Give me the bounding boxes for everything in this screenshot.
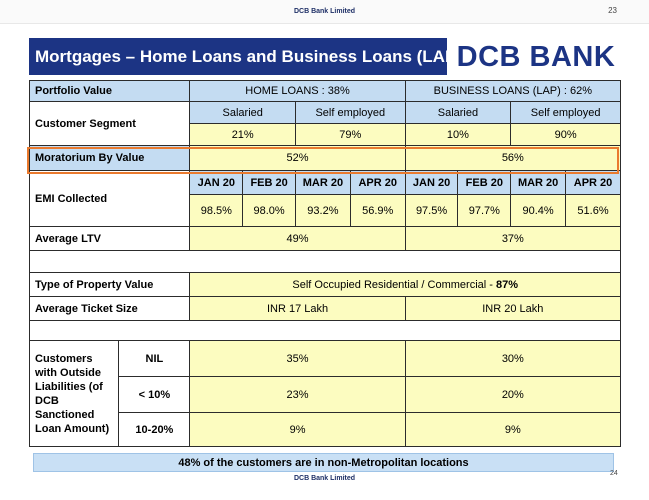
emi-month-header: JAN 20 — [190, 171, 243, 195]
table-row — [30, 377, 621, 413]
segment-value: 10% — [405, 124, 511, 146]
liability-business-value: 9% — [405, 413, 620, 447]
table-row — [30, 297, 621, 321]
segment-label: Customer Segment — [30, 102, 190, 146]
moratorium-home-value: 52% — [190, 146, 405, 171]
segment-value: 90% — [511, 124, 621, 146]
table-row — [30, 102, 621, 124]
liability-business-value: 20% — [405, 377, 620, 413]
segment-header: Self employed — [295, 102, 405, 124]
footer-page-number: 24 — [610, 470, 618, 477]
header-company-name: DCB Bank Limited — [293, 8, 356, 15]
portfolio-label: Portfolio Value — [30, 81, 190, 102]
table-row — [30, 146, 621, 171]
ltv-label: Average LTV — [30, 227, 190, 251]
emi-value: 98.5% — [190, 195, 243, 227]
ticket-home-value: INR 17 Lakh — [190, 297, 405, 321]
emi-month-header: APR 20 — [350, 171, 405, 195]
moratorium-business-value: 56% — [405, 146, 620, 171]
slide-title-bar — [29, 38, 462, 75]
emi-label: EMI Collected — [30, 171, 190, 227]
segment-value: 79% — [295, 124, 405, 146]
emi-value: 98.0% — [243, 195, 296, 227]
emi-value: 90.4% — [511, 195, 566, 227]
emi-value: 97.7% — [458, 195, 511, 227]
liability-home-value: 35% — [190, 341, 405, 377]
ticket-business-value: INR 20 Lakh — [405, 297, 620, 321]
table-row — [30, 273, 621, 297]
emi-month-header: FEB 20 — [458, 171, 511, 195]
emi-value: 97.5% — [405, 195, 458, 227]
home-loans-header: HOME LOANS : 38% — [190, 81, 405, 102]
segment-value: 21% — [190, 124, 296, 146]
property-label: Type of Property Value — [30, 273, 190, 297]
emi-month-header: APR 20 — [566, 171, 621, 195]
emi-month-header: MAR 20 — [295, 171, 350, 195]
table-row — [30, 81, 621, 102]
emi-value: 51.6% — [566, 195, 621, 227]
table-row — [30, 171, 621, 195]
liabilities-label: Customers with Outside Liabilities (of DCB Sanctioned Loan Amount) — [30, 341, 119, 447]
dcb-bank-logo: DCB BANK — [456, 41, 616, 73]
liability-business-value: 30% — [405, 341, 620, 377]
emi-month-header: MAR 20 — [511, 171, 566, 195]
ticket-label: Average Ticket Size — [30, 297, 190, 321]
top-header-bar — [0, 0, 649, 24]
header-page-number: 23 — [608, 6, 617, 15]
table-row — [30, 413, 621, 447]
property-percent: 87% — [495, 278, 519, 291]
liability-home-value: 23% — [190, 377, 405, 413]
footer-note: 48% of the customers are in non-Metropolitan locations — [33, 453, 614, 472]
liability-band: 10-20% — [119, 413, 190, 447]
table-row — [30, 227, 621, 251]
liability-band: < 10% — [119, 377, 190, 413]
liability-band: NIL — [119, 341, 190, 377]
segment-header: Self employed — [511, 102, 621, 124]
ltv-business-value: 37% — [405, 227, 620, 251]
blank-cell — [30, 321, 621, 341]
emi-month-header: FEB 20 — [243, 171, 296, 195]
blank-cell — [30, 251, 621, 273]
spacer-row — [30, 251, 621, 273]
business-loans-header: BUSINESS LOANS (LAP) : 62% — [405, 81, 620, 102]
emi-month-header: JAN 20 — [405, 171, 458, 195]
property-value — [190, 273, 621, 297]
moratorium-label: Moratorium By Value — [30, 146, 190, 171]
property-text: Self Occupied Residential / Commercial - — [292, 278, 496, 291]
spacer-row — [30, 321, 621, 341]
segment-header: Salaried — [405, 102, 511, 124]
segment-header: Salaried — [190, 102, 296, 124]
table-row — [30, 341, 621, 377]
liability-home-value: 9% — [190, 413, 405, 447]
footer-company-name: DCB Bank Limited — [293, 475, 356, 482]
emi-value: 56.9% — [350, 195, 405, 227]
emi-value: 93.2% — [295, 195, 350, 227]
slide-title: Mortgages – Home Loans and Business Loans (LAP) — [35, 47, 462, 66]
ltv-home-value: 49% — [190, 227, 405, 251]
mortgage-table — [29, 80, 621, 447]
